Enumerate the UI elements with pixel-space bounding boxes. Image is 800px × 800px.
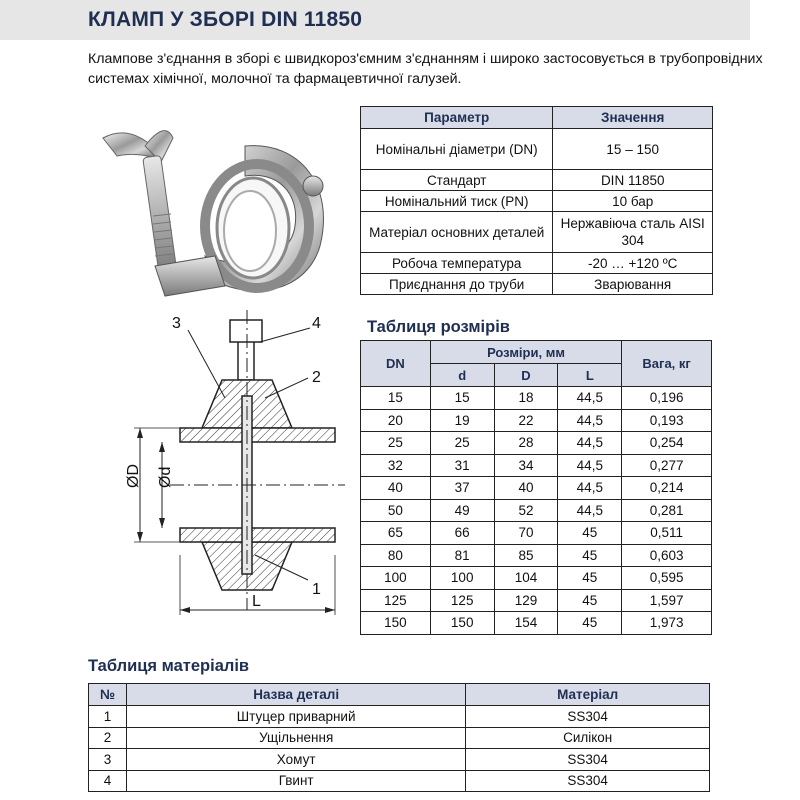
callout-2: 2	[312, 369, 321, 386]
table-row	[361, 589, 712, 612]
d-cell: 81	[430, 544, 494, 567]
table-row	[89, 749, 710, 771]
param-name: Номінальний тиск (PN)	[361, 191, 553, 212]
d-cell: 37	[430, 477, 494, 500]
number-cell: 3	[89, 749, 127, 771]
d-cell: 15	[430, 387, 494, 410]
sizes-table-title: Таблиця розмірів	[367, 318, 510, 336]
D-cell: 85	[494, 544, 558, 567]
dn-cell: 25	[361, 432, 431, 455]
sizes-header-group: Розміри, мм	[430, 341, 621, 364]
table-row	[361, 522, 712, 545]
number-cell: 1	[89, 706, 127, 728]
weight-cell: 0,595	[622, 567, 712, 590]
d-cell: 19	[430, 409, 494, 432]
d-cell: 125	[430, 589, 494, 612]
L-cell: 45	[558, 612, 622, 635]
d-cell: 100	[430, 567, 494, 590]
params-header-value: Значення	[553, 107, 713, 129]
weight-cell: 0,254	[622, 432, 712, 455]
part-name-cell: Штуцер приварний	[126, 706, 465, 728]
table-row	[361, 212, 713, 253]
sizes-header-dn: DN	[361, 341, 431, 387]
material-cell: SS304	[466, 770, 710, 792]
callout-1: 1	[312, 581, 321, 598]
param-value: -20 … +120 ºС	[553, 253, 713, 274]
dn-cell: 15	[361, 387, 431, 410]
table-row	[361, 454, 712, 477]
clamp-photo	[95, 116, 345, 316]
D-cell: 22	[494, 409, 558, 432]
L-cell: 44,5	[558, 432, 622, 455]
D-cell: 104	[494, 567, 558, 590]
dn-cell: 150	[361, 612, 431, 635]
D-cell: 52	[494, 499, 558, 522]
table-row	[361, 274, 713, 295]
dn-cell: 125	[361, 589, 431, 612]
dn-cell: 40	[361, 477, 431, 500]
table-row	[89, 706, 710, 728]
params-header-row	[361, 107, 713, 129]
weight-cell: 1,973	[622, 612, 712, 635]
sizes-header-D: D	[494, 364, 558, 387]
material-cell: SS304	[466, 706, 710, 728]
materials-header-number: №	[89, 684, 127, 706]
table-row	[361, 170, 713, 191]
table-row	[361, 567, 712, 590]
param-name: Матеріал основних деталей	[361, 212, 553, 253]
sizes-header-L: L	[558, 364, 622, 387]
param-value: Нержавіюча сталь AISI 304	[553, 212, 713, 253]
table-row	[361, 612, 712, 635]
table-row	[361, 191, 713, 212]
param-value: Зварювання	[553, 274, 713, 295]
weight-cell: 0,196	[622, 387, 712, 410]
materials-header-row	[89, 684, 710, 706]
weight-cell: 0,511	[622, 522, 712, 545]
dim-d-label: Ød	[157, 466, 174, 488]
dim-D-label: ØD	[125, 464, 142, 488]
params-header-param: Параметр	[361, 107, 553, 129]
table-row	[361, 409, 712, 432]
table-row	[89, 727, 710, 749]
param-name: Стандарт	[361, 170, 553, 191]
part-name-cell: Гвинт	[126, 770, 465, 792]
param-value: DIN 11850	[553, 170, 713, 191]
weight-cell: 0,603	[622, 544, 712, 567]
part-name-cell: Хомут	[126, 749, 465, 771]
sizes-table	[360, 340, 712, 635]
table-row	[361, 129, 713, 170]
table-row	[361, 477, 712, 500]
L-cell: 44,5	[558, 454, 622, 477]
D-cell: 154	[494, 612, 558, 635]
part-name-cell: Ущільнення	[126, 727, 465, 749]
weight-cell: 0,281	[622, 499, 712, 522]
materials-header-material: Матеріал	[466, 684, 710, 706]
dn-cell: 20	[361, 409, 431, 432]
number-cell: 4	[89, 770, 127, 792]
material-cell: Силікон	[466, 727, 710, 749]
materials-table	[88, 683, 710, 792]
param-value: 15 – 150	[553, 129, 713, 170]
weight-cell: 0,193	[622, 409, 712, 432]
d-cell: 150	[430, 612, 494, 635]
L-cell: 45	[558, 589, 622, 612]
d-cell: 31	[430, 454, 494, 477]
weight-cell: 0,277	[622, 454, 712, 477]
page-title: КЛАМП У ЗБОРІ DIN 11850	[88, 8, 363, 31]
D-cell: 18	[494, 387, 558, 410]
callout-3: 3	[172, 315, 181, 332]
material-cell: SS304	[466, 749, 710, 771]
d-cell: 49	[430, 499, 494, 522]
callout-4: 4	[312, 315, 321, 332]
dim-L-label: L	[252, 593, 261, 610]
L-cell: 45	[558, 567, 622, 590]
cross-section-drawing	[100, 310, 350, 630]
sizes-header-weight: Вага, кг	[622, 341, 712, 387]
table-row	[361, 432, 712, 455]
D-cell: 34	[494, 454, 558, 477]
sizes-header-row	[361, 341, 712, 364]
param-name: Робоча температура	[361, 253, 553, 274]
params-table	[360, 106, 713, 295]
dn-cell: 32	[361, 454, 431, 477]
dn-cell: 50	[361, 499, 431, 522]
weight-cell: 0,214	[622, 477, 712, 500]
dn-cell: 80	[361, 544, 431, 567]
d-cell: 66	[430, 522, 494, 545]
dn-cell: 65	[361, 522, 431, 545]
D-cell: 129	[494, 589, 558, 612]
D-cell: 40	[494, 477, 558, 500]
param-name: Приєднання до труби	[361, 274, 553, 295]
L-cell: 44,5	[558, 477, 622, 500]
weight-cell: 1,597	[622, 589, 712, 612]
table-row	[361, 499, 712, 522]
table-row	[361, 387, 712, 410]
materials-table-title: Таблиця матеріалів	[88, 657, 250, 675]
d-cell: 25	[430, 432, 494, 455]
D-cell: 28	[494, 432, 558, 455]
param-name: Номінальні діаметри (DN)	[361, 129, 553, 170]
L-cell: 44,5	[558, 409, 622, 432]
table-row	[361, 544, 712, 567]
table-row	[361, 253, 713, 274]
param-value: 10 бар	[553, 191, 713, 212]
sizes-header-d: d	[430, 364, 494, 387]
materials-header-name: Назва деталі	[126, 684, 465, 706]
D-cell: 70	[494, 522, 558, 545]
L-cell: 44,5	[558, 499, 622, 522]
dn-cell: 100	[361, 567, 431, 590]
L-cell: 44,5	[558, 387, 622, 410]
L-cell: 45	[558, 544, 622, 567]
number-cell: 2	[89, 727, 127, 749]
L-cell: 45	[558, 522, 622, 545]
intro-paragraph: Клампове з'єднання в зборі є швидкороз'ємним з'єднанням і широко застосовується в трубопровідних системах хімічної, молочної та фармацевтичної галузей.	[88, 51, 763, 87]
table-row	[89, 770, 710, 792]
